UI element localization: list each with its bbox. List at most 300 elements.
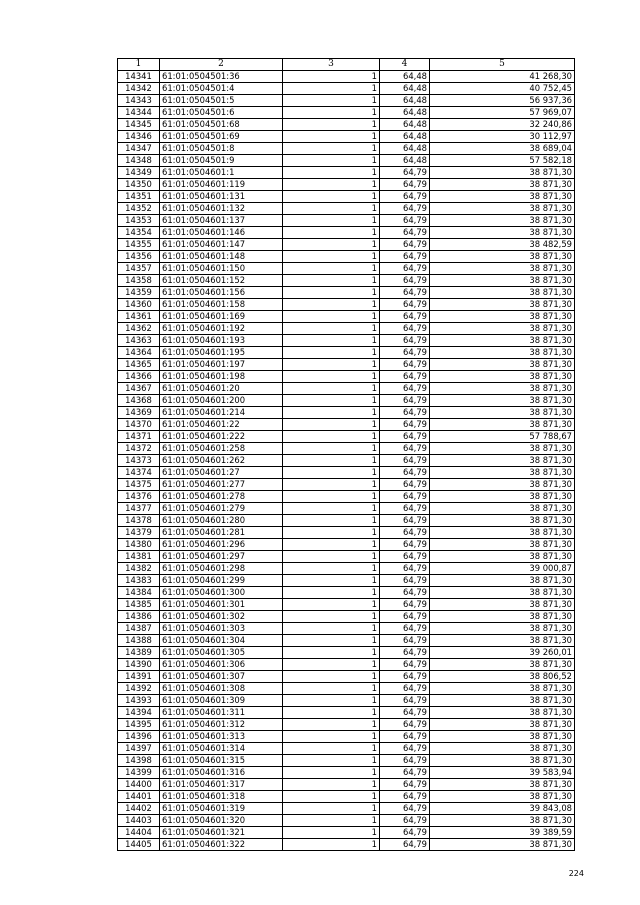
table-row	[118, 143, 575, 155]
count-cell: 1	[283, 527, 380, 539]
rate-cell: 64,79	[380, 587, 430, 599]
rate-cell: 64,79	[380, 443, 430, 455]
row-number-cell: 14364	[118, 347, 160, 359]
count-cell: 1	[283, 131, 380, 143]
table-row	[118, 827, 575, 839]
value-cell: 38 871,30	[430, 251, 575, 263]
rate-cell: 64,79	[380, 563, 430, 575]
cadastral-number-cell: 61:01:0504601:132	[160, 203, 283, 215]
cadastral-number-cell: 61:01:0504601:119	[160, 179, 283, 191]
count-cell: 1	[283, 383, 380, 395]
row-number-cell: 14398	[118, 755, 160, 767]
row-number-cell: 14377	[118, 503, 160, 515]
cadastral-number-cell: 61:01:0504601:137	[160, 215, 283, 227]
rate-cell: 64,79	[380, 539, 430, 551]
table-row	[118, 755, 575, 767]
count-cell: 1	[283, 347, 380, 359]
cadastral-number-cell: 61:01:0504601:309	[160, 695, 283, 707]
value-cell: 38 871,30	[430, 395, 575, 407]
count-cell: 1	[283, 611, 380, 623]
table-row	[118, 347, 575, 359]
rate-cell: 64,79	[380, 359, 430, 371]
row-number-cell: 14392	[118, 683, 160, 695]
value-cell: 40 752,45	[430, 83, 575, 95]
row-number-cell: 14369	[118, 407, 160, 419]
rate-cell: 64,79	[380, 635, 430, 647]
row-number-cell: 14355	[118, 239, 160, 251]
rate-cell: 64,79	[380, 491, 430, 503]
table-row	[118, 599, 575, 611]
rate-cell: 64,79	[380, 167, 430, 179]
cadastral-number-cell: 61:01:0504601:258	[160, 443, 283, 455]
row-number-cell: 14396	[118, 731, 160, 743]
value-cell: 38 871,30	[430, 551, 575, 563]
count-cell: 1	[283, 155, 380, 167]
count-cell: 1	[283, 467, 380, 479]
count-cell: 1	[283, 179, 380, 191]
value-cell: 38 871,30	[430, 347, 575, 359]
value-cell: 38 871,30	[430, 203, 575, 215]
cadastral-number-cell: 61:01:0504601:281	[160, 527, 283, 539]
rate-cell: 64,79	[380, 239, 430, 251]
table-row	[118, 551, 575, 563]
row-number-cell: 14379	[118, 527, 160, 539]
page-number: 224	[568, 869, 584, 878]
rate-cell: 64,48	[380, 119, 430, 131]
table-row	[118, 611, 575, 623]
value-cell: 57 788,67	[430, 431, 575, 443]
rate-cell: 64,79	[380, 275, 430, 287]
rate-cell: 64,48	[380, 83, 430, 95]
rate-cell: 64,48	[380, 131, 430, 143]
table-row	[118, 155, 575, 167]
cadastral-number-cell: 61:01:0504601:301	[160, 599, 283, 611]
count-cell: 1	[283, 563, 380, 575]
row-number-cell: 14405	[118, 839, 160, 851]
row-number-cell: 14382	[118, 563, 160, 575]
table-row	[118, 167, 575, 179]
value-cell: 38 871,30	[430, 503, 575, 515]
rate-cell: 64,79	[380, 203, 430, 215]
cadastral-number-cell: 61:01:0504601:169	[160, 311, 283, 323]
count-cell: 1	[283, 719, 380, 731]
table-row	[118, 83, 575, 95]
value-cell: 38 871,30	[430, 719, 575, 731]
table-header	[118, 59, 575, 71]
table-row	[118, 287, 575, 299]
table-row	[118, 527, 575, 539]
cadastral-number-cell: 61:01:0504601:303	[160, 623, 283, 635]
row-number-cell: 14350	[118, 179, 160, 191]
cadastral-number-cell: 61:01:0504601:192	[160, 323, 283, 335]
table-row	[118, 107, 575, 119]
value-cell: 38 871,30	[430, 599, 575, 611]
row-number-cell: 14354	[118, 227, 160, 239]
rate-cell: 64,79	[380, 731, 430, 743]
row-number-cell: 14347	[118, 143, 160, 155]
table-row	[118, 743, 575, 755]
table-row	[118, 323, 575, 335]
cadastral-number-cell: 61:01:0504501:68	[160, 119, 283, 131]
rate-cell: 64,79	[380, 515, 430, 527]
row-number-cell: 14378	[118, 515, 160, 527]
rate-cell: 64,79	[380, 503, 430, 515]
count-cell: 1	[283, 755, 380, 767]
count-cell: 1	[283, 275, 380, 287]
value-cell: 39 843,08	[430, 803, 575, 815]
row-number-cell: 14357	[118, 263, 160, 275]
value-cell: 38 871,30	[430, 779, 575, 791]
table-row	[118, 503, 575, 515]
value-cell: 38 871,30	[430, 419, 575, 431]
row-number-cell: 14386	[118, 611, 160, 623]
value-cell: 38 871,30	[430, 515, 575, 527]
rate-cell: 64,79	[380, 803, 430, 815]
cadastral-number-cell: 61:01:0504501:8	[160, 143, 283, 155]
count-cell: 1	[283, 95, 380, 107]
row-number-cell: 14359	[118, 287, 160, 299]
row-number-cell: 14389	[118, 647, 160, 659]
cadastral-number-cell: 61:01:0504601:20	[160, 383, 283, 395]
row-number-cell: 14380	[118, 539, 160, 551]
table-row	[118, 455, 575, 467]
table-row	[118, 671, 575, 683]
rate-cell: 64,79	[380, 755, 430, 767]
row-number-cell: 14399	[118, 767, 160, 779]
count-cell: 1	[283, 731, 380, 743]
count-cell: 1	[283, 191, 380, 203]
value-cell: 38 871,30	[430, 191, 575, 203]
rate-cell: 64,79	[380, 335, 430, 347]
rate-cell: 64,79	[380, 815, 430, 827]
count-cell: 1	[283, 359, 380, 371]
row-number-cell: 14362	[118, 323, 160, 335]
count-cell: 1	[283, 839, 380, 851]
count-cell: 1	[283, 659, 380, 671]
cadastral-number-cell: 61:01:0504601:279	[160, 503, 283, 515]
value-cell: 38 871,30	[430, 215, 575, 227]
rate-cell: 64,79	[380, 695, 430, 707]
table-row	[118, 407, 575, 419]
rate-cell: 64,79	[380, 611, 430, 623]
table-row	[118, 203, 575, 215]
count-cell: 1	[283, 239, 380, 251]
value-cell: 38 871,30	[430, 179, 575, 191]
cadastral-number-cell: 61:01:0504601:280	[160, 515, 283, 527]
column-header-4: 4	[380, 59, 430, 71]
rate-cell: 64,79	[380, 647, 430, 659]
count-cell: 1	[283, 599, 380, 611]
row-number-cell: 14345	[118, 119, 160, 131]
value-cell: 38 871,30	[430, 371, 575, 383]
row-number-cell: 14381	[118, 551, 160, 563]
row-number-cell: 14343	[118, 95, 160, 107]
table-row	[118, 431, 575, 443]
row-number-cell: 14349	[118, 167, 160, 179]
count-cell: 1	[283, 311, 380, 323]
rate-cell: 64,79	[380, 323, 430, 335]
rate-cell: 64,79	[380, 311, 430, 323]
table-row	[118, 491, 575, 503]
cadastral-number-cell: 61:01:0504601:150	[160, 263, 283, 275]
row-number-cell: 14360	[118, 299, 160, 311]
table-row	[118, 575, 575, 587]
rate-cell: 64,79	[380, 839, 430, 851]
count-cell: 1	[283, 287, 380, 299]
table-row	[118, 563, 575, 575]
row-number-cell: 14375	[118, 479, 160, 491]
table-row	[118, 659, 575, 671]
table-row	[118, 251, 575, 263]
count-cell: 1	[283, 671, 380, 683]
cadastral-number-cell: 61:01:0504601:308	[160, 683, 283, 695]
row-number-cell: 14356	[118, 251, 160, 263]
count-cell: 1	[283, 779, 380, 791]
cadastral-number-cell: 61:01:0504601:147	[160, 239, 283, 251]
rate-cell: 64,79	[380, 287, 430, 299]
table-header-row	[118, 59, 575, 71]
rate-cell: 64,79	[380, 455, 430, 467]
rate-cell: 64,48	[380, 143, 430, 155]
row-number-cell: 14341	[118, 71, 160, 83]
row-number-cell: 14384	[118, 587, 160, 599]
table-row	[118, 791, 575, 803]
row-number-cell: 14370	[118, 419, 160, 431]
cadastral-number-cell: 61:01:0504601:321	[160, 827, 283, 839]
row-number-cell: 14368	[118, 395, 160, 407]
rate-cell: 64,79	[380, 707, 430, 719]
row-number-cell: 14390	[118, 659, 160, 671]
table-row	[118, 215, 575, 227]
row-number-cell: 14372	[118, 443, 160, 455]
value-cell: 38 871,30	[430, 815, 575, 827]
value-cell: 38 871,30	[430, 227, 575, 239]
row-number-cell: 14371	[118, 431, 160, 443]
count-cell: 1	[283, 251, 380, 263]
rate-cell: 64,79	[380, 215, 430, 227]
count-cell: 1	[283, 323, 380, 335]
row-number-cell: 14367	[118, 383, 160, 395]
rate-cell: 64,79	[380, 371, 430, 383]
rate-cell: 64,79	[380, 467, 430, 479]
value-cell: 38 871,30	[430, 527, 575, 539]
rate-cell: 64,79	[380, 551, 430, 563]
row-number-cell: 14361	[118, 311, 160, 323]
count-cell: 1	[283, 803, 380, 815]
count-cell: 1	[283, 827, 380, 839]
table-row	[118, 707, 575, 719]
row-number-cell: 14393	[118, 695, 160, 707]
cadastral-value-table	[117, 58, 575, 851]
rate-cell: 64,79	[380, 179, 430, 191]
count-cell: 1	[283, 587, 380, 599]
count-cell: 1	[283, 203, 380, 215]
value-cell: 32 240,86	[430, 119, 575, 131]
row-number-cell: 14388	[118, 635, 160, 647]
rate-cell: 64,79	[380, 419, 430, 431]
table-row	[118, 815, 575, 827]
count-cell: 1	[283, 695, 380, 707]
count-cell: 1	[283, 551, 380, 563]
rate-cell: 64,48	[380, 107, 430, 119]
cadastral-number-cell: 61:01:0504601:307	[160, 671, 283, 683]
rate-cell: 64,79	[380, 719, 430, 731]
table-row	[118, 179, 575, 191]
column-header-1: 1	[118, 59, 160, 71]
value-cell: 38 871,30	[430, 455, 575, 467]
count-cell: 1	[283, 263, 380, 275]
value-cell: 38 871,30	[430, 467, 575, 479]
rate-cell: 64,79	[380, 683, 430, 695]
cadastral-number-cell: 61:01:0504601:148	[160, 251, 283, 263]
count-cell: 1	[283, 143, 380, 155]
rate-cell: 64,79	[380, 659, 430, 671]
table-row	[118, 839, 575, 851]
row-number-cell: 14363	[118, 335, 160, 347]
table-row	[118, 119, 575, 131]
cadastral-number-cell: 61:01:0504601:200	[160, 395, 283, 407]
count-cell: 1	[283, 455, 380, 467]
cadastral-number-cell: 61:01:0504601:222	[160, 431, 283, 443]
rate-cell: 64,79	[380, 263, 430, 275]
table-row	[118, 395, 575, 407]
value-cell: 38 871,30	[430, 707, 575, 719]
table-row	[118, 71, 575, 83]
table-row	[118, 443, 575, 455]
count-cell: 1	[283, 407, 380, 419]
row-number-cell: 14365	[118, 359, 160, 371]
count-cell: 1	[283, 647, 380, 659]
count-cell: 1	[283, 515, 380, 527]
value-cell: 38 871,30	[430, 299, 575, 311]
cadastral-number-cell: 61:01:0504601:322	[160, 839, 283, 851]
row-number-cell: 14403	[118, 815, 160, 827]
value-cell: 38 871,30	[430, 695, 575, 707]
value-cell: 39 000,87	[430, 563, 575, 575]
count-cell: 1	[283, 623, 380, 635]
rate-cell: 64,79	[380, 779, 430, 791]
cadastral-number-cell: 61:01:0504501:4	[160, 83, 283, 95]
column-header-2: 2	[160, 59, 283, 71]
value-cell: 38 871,30	[430, 491, 575, 503]
cadastral-number-cell: 61:01:0504601:296	[160, 539, 283, 551]
row-number-cell: 14374	[118, 467, 160, 479]
rate-cell: 64,79	[380, 827, 430, 839]
rate-cell: 64,79	[380, 299, 430, 311]
count-cell: 1	[283, 431, 380, 443]
value-cell: 38 871,30	[430, 383, 575, 395]
count-cell: 1	[283, 575, 380, 587]
cadastral-number-cell: 61:01:0504601:198	[160, 371, 283, 383]
cadastral-number-cell: 61:01:0504601:302	[160, 611, 283, 623]
value-cell: 38 871,30	[430, 731, 575, 743]
row-number-cell: 14397	[118, 743, 160, 755]
rate-cell: 64,79	[380, 527, 430, 539]
table-row	[118, 695, 575, 707]
value-cell: 38 871,30	[430, 335, 575, 347]
table-row	[118, 803, 575, 815]
value-cell: 57 582,18	[430, 155, 575, 167]
value-cell: 41 268,30	[430, 71, 575, 83]
cadastral-number-cell: 61:01:0504601:304	[160, 635, 283, 647]
row-number-cell: 14353	[118, 215, 160, 227]
rate-cell: 64,79	[380, 383, 430, 395]
cadastral-number-cell: 61:01:0504501:36	[160, 71, 283, 83]
row-number-cell: 14391	[118, 671, 160, 683]
value-cell: 57 969,07	[430, 107, 575, 119]
cadastral-number-cell: 61:01:0504601:152	[160, 275, 283, 287]
cadastral-number-cell: 61:01:0504501:69	[160, 131, 283, 143]
rate-cell: 64,79	[380, 599, 430, 611]
table-body	[118, 71, 575, 851]
row-number-cell: 14342	[118, 83, 160, 95]
cadastral-number-cell: 61:01:0504601:193	[160, 335, 283, 347]
value-cell: 38 871,30	[430, 635, 575, 647]
rate-cell: 64,79	[380, 743, 430, 755]
value-cell: 38 871,30	[430, 359, 575, 371]
row-number-cell: 14404	[118, 827, 160, 839]
table-row	[118, 767, 575, 779]
value-cell: 38 871,30	[430, 587, 575, 599]
table-row	[118, 239, 575, 251]
count-cell: 1	[283, 443, 380, 455]
row-number-cell: 14400	[118, 779, 160, 791]
table-row	[118, 191, 575, 203]
value-cell: 30 112,97	[430, 131, 575, 143]
row-number-cell: 14387	[118, 623, 160, 635]
cadastral-number-cell: 61:01:0504601:314	[160, 743, 283, 755]
value-cell: 38 871,30	[430, 275, 575, 287]
cadastral-number-cell: 61:01:0504601:305	[160, 647, 283, 659]
row-number-cell: 14346	[118, 131, 160, 143]
value-cell: 38 871,30	[430, 743, 575, 755]
table-row	[118, 719, 575, 731]
count-cell: 1	[283, 539, 380, 551]
row-number-cell: 14395	[118, 719, 160, 731]
value-cell: 38 871,30	[430, 479, 575, 491]
table-row	[118, 623, 575, 635]
cadastral-number-cell: 61:01:0504601:299	[160, 575, 283, 587]
table-row	[118, 467, 575, 479]
table-row	[118, 359, 575, 371]
table-row	[118, 131, 575, 143]
cadastral-number-cell: 61:01:0504601:156	[160, 287, 283, 299]
table-row	[118, 383, 575, 395]
rate-cell: 64,79	[380, 671, 430, 683]
count-cell: 1	[283, 71, 380, 83]
value-cell: 38 871,30	[430, 311, 575, 323]
table-row	[118, 227, 575, 239]
count-cell: 1	[283, 767, 380, 779]
count-cell: 1	[283, 707, 380, 719]
value-cell: 38 871,30	[430, 323, 575, 335]
cadastral-number-cell: 61:01:0504601:27	[160, 467, 283, 479]
table-row	[118, 587, 575, 599]
value-cell: 38 871,30	[430, 791, 575, 803]
count-cell: 1	[283, 215, 380, 227]
table-row	[118, 335, 575, 347]
row-number-cell: 14352	[118, 203, 160, 215]
row-number-cell: 14344	[118, 107, 160, 119]
cadastral-number-cell: 61:01:0504601:300	[160, 587, 283, 599]
row-number-cell: 14348	[118, 155, 160, 167]
count-cell: 1	[283, 743, 380, 755]
value-cell: 38 871,30	[430, 611, 575, 623]
value-cell: 38 871,30	[430, 659, 575, 671]
table-row	[118, 515, 575, 527]
value-cell: 38 482,59	[430, 239, 575, 251]
value-cell: 38 871,30	[430, 575, 575, 587]
